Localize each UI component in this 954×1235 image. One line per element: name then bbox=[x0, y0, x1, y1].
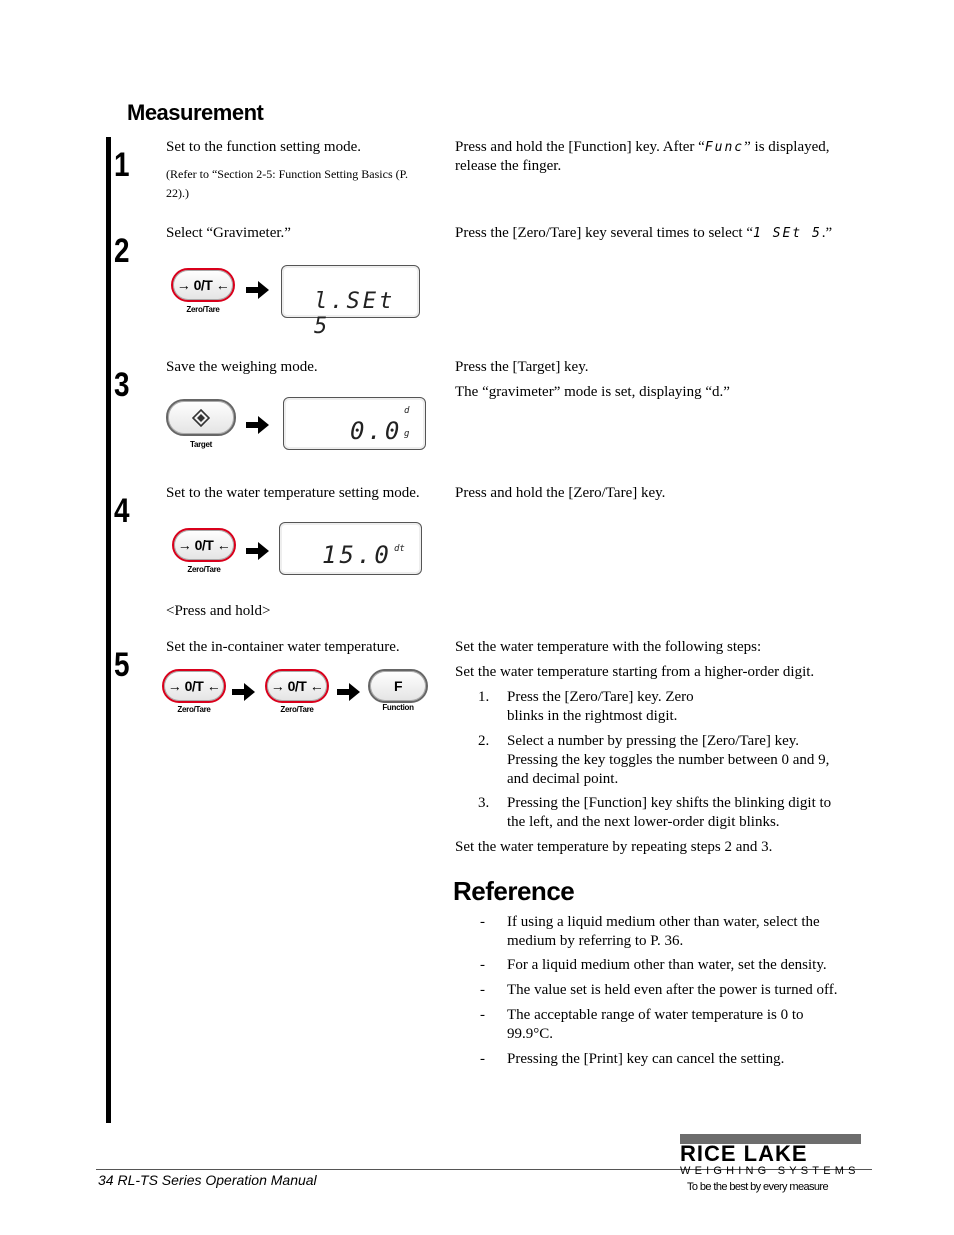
step1-left-note: (Refer to “Section 2-5: Function Setting Basics (P. 22).) bbox=[166, 167, 408, 200]
list-item: Pressing the [Function] key shifts the blinking digit to the left, and the next lower-order digit blinks. bbox=[507, 795, 832, 830]
side-rule bbox=[106, 137, 111, 1123]
target-key bbox=[166, 399, 236, 436]
logo-main-text: RICE LAKE bbox=[680, 1141, 808, 1166]
lcd-readout: l.SEt 5 bbox=[314, 289, 396, 339]
step1-code: Func bbox=[704, 140, 745, 155]
zero-tare-key-label: Zero/Tare bbox=[187, 565, 221, 574]
arrow-right-icon bbox=[246, 414, 270, 436]
bullet: - bbox=[480, 1007, 485, 1023]
step1-right-text bbox=[455, 138, 860, 176]
step-number-4: 4 bbox=[114, 492, 130, 530]
section-title: Measurement bbox=[127, 100, 264, 125]
step2-right-after: .” bbox=[821, 225, 833, 241]
footer-page-label: 34 RL-TS Series Operation Manual bbox=[98, 1172, 317, 1188]
zero-tare-key-label: Zero/Tare bbox=[177, 705, 211, 714]
logo-tagline: To be the best by every measure bbox=[687, 1181, 828, 1193]
bullet: - bbox=[480, 914, 485, 930]
lcd-display bbox=[279, 522, 422, 575]
step4-right-text: Press and hold the [Zero/Tare] key. bbox=[455, 485, 666, 501]
arrow-right-icon bbox=[337, 681, 361, 703]
list-item-number: 1. bbox=[478, 689, 490, 705]
step5-left-text: Set the in-container water temperature. bbox=[166, 639, 400, 655]
reference-item: The value set is held even after the power is turned off. bbox=[507, 982, 838, 998]
step2-code: 1 SEt 5 bbox=[753, 226, 822, 241]
zero-tare-key: → 0/T ← bbox=[265, 669, 329, 703]
step-number-2: 2 bbox=[114, 232, 130, 270]
lcd-unit: dt bbox=[394, 544, 405, 554]
step1-right-before: Press and hold the [Function] key. After “ bbox=[455, 139, 705, 155]
target-key-label: Target bbox=[189, 440, 213, 449]
arrow-right-icon bbox=[246, 540, 270, 562]
lcd-display bbox=[281, 265, 420, 339]
zero-tare-key-label: Zero/Tare bbox=[186, 305, 220, 314]
zero-tare-key: → 0/T ← bbox=[162, 669, 226, 703]
step3-right-line1: Press the [Target] key. bbox=[455, 359, 589, 375]
zero-tare-key: → 0/T ← bbox=[172, 528, 236, 562]
step4-left-text: Set to the water temperature setting mode. bbox=[166, 485, 420, 501]
step-number-5: 5 bbox=[114, 646, 130, 684]
step3-right-line2: The “gravimeter” mode is set, displaying “d.” bbox=[455, 384, 730, 400]
lcd-unit-top: d bbox=[404, 406, 410, 416]
step1-right-after: ” is displayed, release the finger. bbox=[455, 139, 830, 174]
zero-tare-key: → 0/T ← bbox=[171, 268, 235, 302]
bullet: - bbox=[480, 957, 485, 973]
step5-right-outro: Set the water temperature by repeating steps 2 and 3. bbox=[455, 839, 773, 855]
step4-note: <Press and hold> bbox=[166, 603, 271, 619]
step3-left-text: Save the weighing mode. bbox=[166, 359, 318, 375]
arrow-right-icon bbox=[246, 279, 270, 301]
list-item-number: 2. bbox=[478, 733, 490, 749]
arrow-right-icon bbox=[232, 681, 256, 703]
target-diamond-icon bbox=[192, 409, 210, 427]
reference-title: Reference bbox=[453, 876, 575, 906]
lcd-readout: 15.0 bbox=[322, 541, 392, 569]
lcd-readout: 0.0 bbox=[350, 417, 403, 445]
zero-tare-key-label: Zero/Tare bbox=[280, 705, 314, 714]
function-key: F bbox=[368, 669, 428, 703]
list-item: Press the [Zero/Tare] key. Zero blinks in the rightmost digit. bbox=[507, 689, 694, 724]
reference-item: If using a liquid medium other than water, select the medium by referring to P. 36. bbox=[507, 914, 820, 949]
step2-left-text: Select “Gravimeter.” bbox=[166, 225, 291, 241]
step1-left-text: Set to the function setting mode. bbox=[166, 139, 361, 155]
step-number-3: 3 bbox=[114, 366, 130, 404]
lcd-display bbox=[283, 397, 426, 450]
step-number-1: 1 bbox=[114, 146, 130, 184]
reference-item: For a liquid medium other than water, set the density. bbox=[507, 957, 827, 973]
step5-right-intro1: Set the water temperature with the following steps: bbox=[455, 639, 762, 655]
reference-item: Pressing the [Print] key can cancel the setting. bbox=[507, 1051, 785, 1067]
bullet: - bbox=[480, 982, 485, 998]
function-key-label: Function bbox=[382, 703, 414, 712]
step2-right-text bbox=[455, 224, 860, 243]
bullet: - bbox=[480, 1051, 485, 1067]
logo-sub-text: WEIGHING SYSTEMS bbox=[680, 1165, 860, 1177]
reference-item: The acceptable range of water temperature is 0 to 99.9°C. bbox=[507, 1007, 804, 1042]
list-item: Select a number by pressing the [Zero/Tare] key. Pressing the key toggles the number between 0 and 9, and decimal point. bbox=[507, 733, 830, 787]
rice-lake-logo bbox=[680, 1134, 870, 1198]
step5-right-intro2: Set the water temperature starting from a higher-order digit. bbox=[455, 664, 815, 680]
lcd-unit-bottom: g bbox=[404, 429, 410, 439]
list-item-number: 3. bbox=[478, 795, 490, 811]
step2-right-before: Press the [Zero/Tare] key several times to select “ bbox=[455, 225, 753, 241]
